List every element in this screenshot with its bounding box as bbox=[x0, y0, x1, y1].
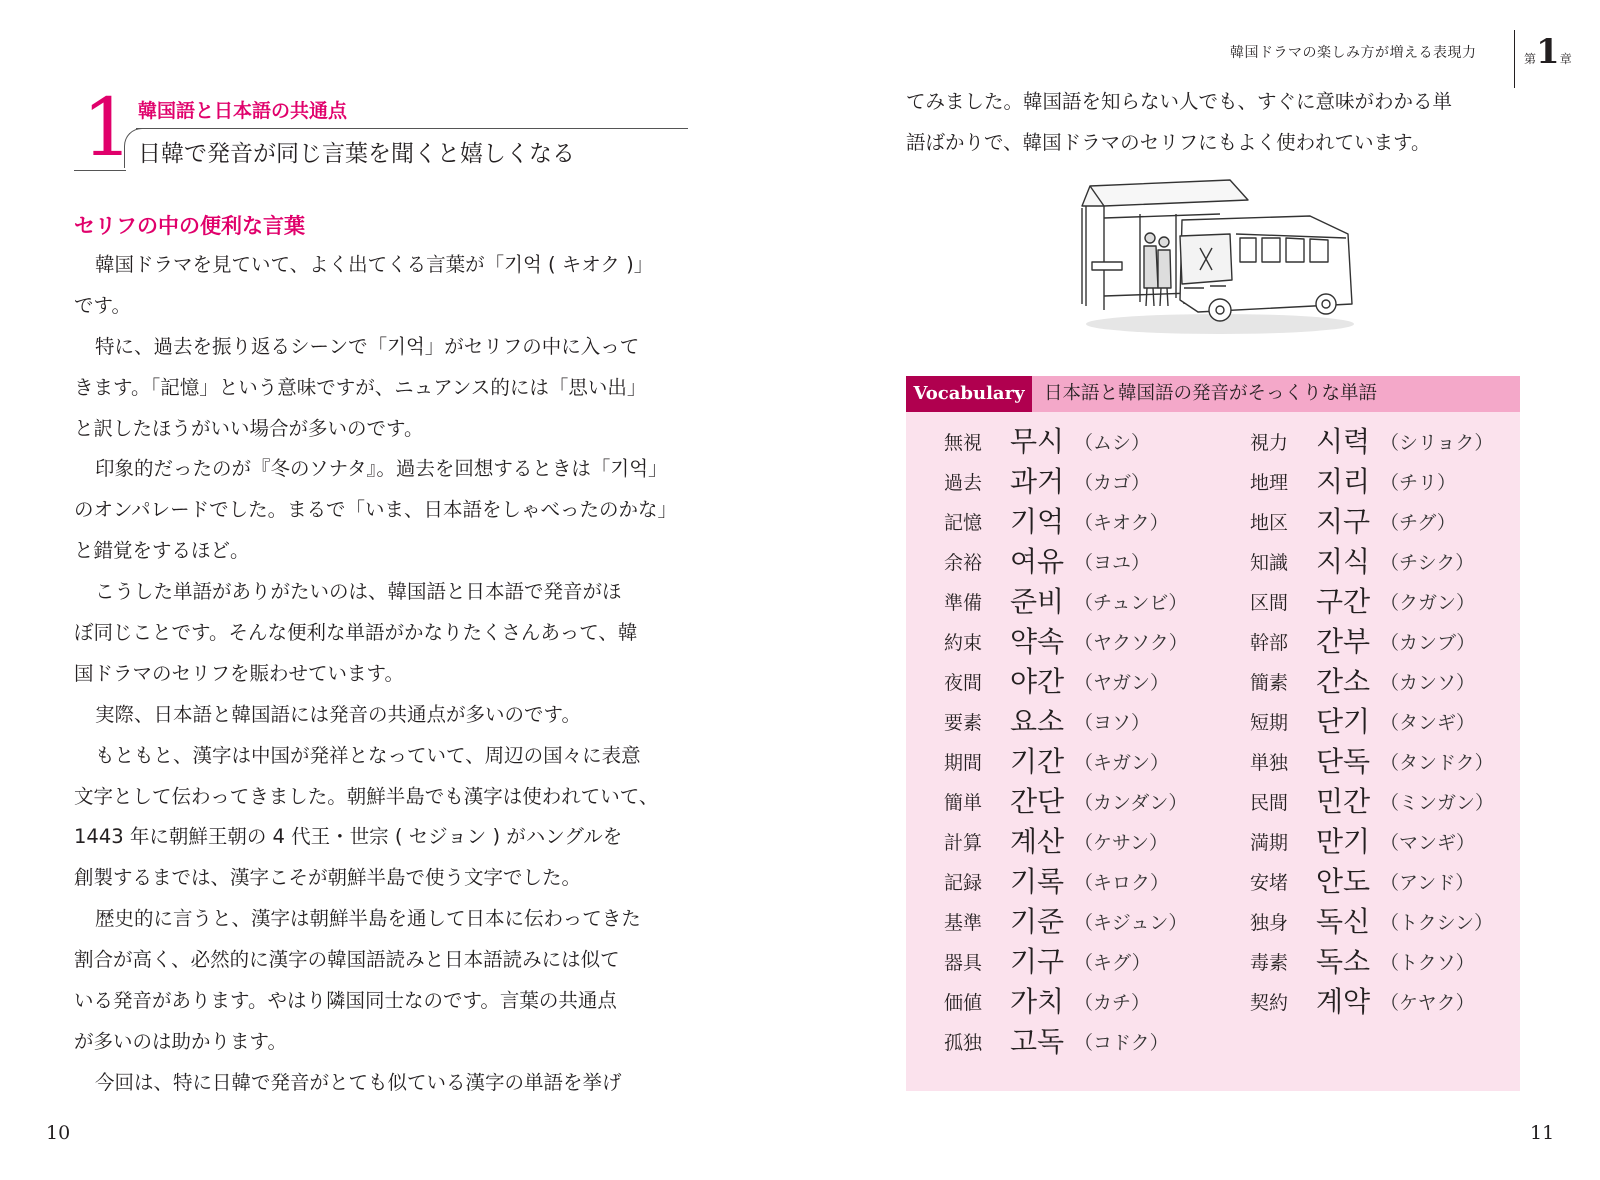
vocab-korean: 단독 bbox=[1316, 745, 1371, 778]
vocab-kanji: 区間 bbox=[1250, 592, 1289, 614]
vocab-korean: 간부 bbox=[1316, 625, 1371, 658]
body-line: てみました。韓国語を知らない人でも、すぐに意味がわかる単 bbox=[906, 90, 1453, 113]
vocabulary-title: 日本語と韓国語の発音がそっくりな単語 bbox=[1044, 383, 1378, 404]
section-rule-bottom bbox=[74, 170, 126, 171]
vocabulary-tag: Vocabulary bbox=[906, 376, 1032, 412]
vocab-reading: （カチ） bbox=[1074, 992, 1151, 1014]
chapter-prefix: 第 bbox=[1524, 52, 1537, 66]
vocab-kanji: 契約 bbox=[1250, 992, 1289, 1014]
vocab-korean: 지구 bbox=[1316, 505, 1371, 538]
vocab-reading: （トクシン） bbox=[1380, 912, 1494, 934]
vocab-reading: （カンブ） bbox=[1380, 632, 1476, 654]
vocab-reading: （ミンガン） bbox=[1380, 792, 1495, 814]
vocab-korean: 요소 bbox=[1010, 705, 1065, 738]
vocab-korean: 가치 bbox=[1010, 985, 1065, 1018]
vocab-reading: （ヨソ） bbox=[1074, 712, 1151, 734]
chapter-label bbox=[1524, 32, 1572, 72]
vocab-korean: 단기 bbox=[1316, 705, 1371, 738]
subheading: セリフの中の便利な言葉 bbox=[74, 214, 305, 238]
vocab-reading: （タンドク） bbox=[1380, 752, 1494, 774]
vocab-korean: 독소 bbox=[1316, 945, 1371, 978]
vocab-korean: 계약 bbox=[1316, 985, 1371, 1018]
body-line: です。 bbox=[74, 293, 131, 317]
body-line: 印象的だったのが『冬のソナタ』。過去を回想するときは「기억」 bbox=[95, 457, 668, 481]
vocab-reading: （キジュン） bbox=[1074, 912, 1188, 934]
chapter-number: 1 bbox=[1536, 32, 1560, 72]
vocab-reading: （カンソ） bbox=[1380, 672, 1476, 694]
vocab-kanji: 期間 bbox=[944, 752, 983, 774]
vocab-reading: （マンギ） bbox=[1380, 832, 1476, 854]
vocab-korean: 여유 bbox=[1010, 545, 1065, 578]
vocab-korean: 무시 bbox=[1010, 425, 1065, 458]
vocab-korean: 간소 bbox=[1316, 665, 1371, 698]
vocab-reading: （チリ） bbox=[1380, 472, 1457, 494]
vocab-reading: （タンギ） bbox=[1380, 712, 1476, 734]
vocab-kanji: 器具 bbox=[944, 952, 983, 974]
section-subtitle: 韓国語と日本語の共通点 bbox=[138, 100, 348, 122]
vocab-korean: 지식 bbox=[1316, 545, 1371, 578]
vocab-korean: 독신 bbox=[1316, 905, 1371, 938]
vocab-reading: （チュンビ） bbox=[1074, 592, 1188, 614]
body-line: 語ばかりで、韓国ドラマのセリフにもよく使われています。 bbox=[906, 130, 1431, 154]
vocab-korean: 만기 bbox=[1316, 825, 1371, 858]
vocab-reading: （キグ） bbox=[1074, 952, 1151, 974]
vocab-reading: （ヤガン） bbox=[1074, 672, 1170, 694]
body-line: 文字として伝わってきました。朝鮮半島でも漢字は使われていて、 bbox=[74, 784, 659, 808]
body-line: のオンパレードでした。まるで「いま、日本語をしゃべったのかな」 bbox=[74, 498, 677, 522]
vocab-kanji: 単独 bbox=[1250, 752, 1289, 774]
running-header-title: 韓国ドラマの楽しみ方が増える表現力 bbox=[1230, 45, 1477, 61]
vocab-kanji: 安堵 bbox=[1250, 872, 1289, 894]
running-header-divider bbox=[1514, 30, 1515, 88]
vocab-kanji: 独身 bbox=[1250, 912, 1289, 934]
vocab-kanji: 知識 bbox=[1250, 552, 1289, 574]
body-line: と訳したほうがいい場合が多いのです。 bbox=[74, 416, 424, 440]
body-line: 歴史的に言うと、漢字は朝鮮半島を通して日本に伝わってきた bbox=[95, 907, 641, 931]
vocab-kanji: 民間 bbox=[1250, 792, 1289, 814]
section-rule bbox=[136, 128, 688, 129]
vocab-kanji: 無視 bbox=[944, 432, 983, 454]
body-line: いる発音があります。やはり隣国同士なのです。言葉の共通点 bbox=[74, 989, 617, 1013]
body-line: ぼ同じことです。そんな便利な単語がかなりたくさんあって、韓 bbox=[74, 621, 638, 645]
vocab-kanji: 要素 bbox=[944, 712, 983, 734]
bus-stop-illustration bbox=[1080, 178, 1360, 338]
vocab-kanji: 簡素 bbox=[1250, 672, 1289, 694]
vocabulary-box bbox=[906, 376, 1520, 1091]
vocab-korean: 시력 bbox=[1316, 425, 1371, 458]
vocab-korean: 간단 bbox=[1010, 785, 1065, 818]
vocab-korean: 기구 bbox=[1010, 945, 1065, 978]
vocab-reading: （アンド） bbox=[1380, 872, 1475, 894]
vocab-kanji: 満期 bbox=[1250, 832, 1289, 854]
vocab-kanji: 簡単 bbox=[944, 792, 983, 814]
vocab-korean: 기간 bbox=[1010, 745, 1065, 778]
vocab-korean: 야간 bbox=[1010, 665, 1065, 698]
body-line: 割合が高く、必然的に漢字の韓国語読みと日本語読みには似て bbox=[74, 948, 620, 972]
vocab-korean: 과거 bbox=[1010, 465, 1065, 498]
vocab-kanji: 地理 bbox=[1250, 472, 1289, 494]
section-title: 日韓で発音が同じ言葉を聞くと嬉しくなる bbox=[138, 141, 575, 167]
vocab-kanji: 余裕 bbox=[944, 552, 983, 574]
vocab-kanji: 記録 bbox=[944, 872, 983, 894]
continued-text bbox=[906, 82, 1452, 164]
page-number-left: 10 bbox=[46, 1122, 71, 1144]
vocab-korean: 지리 bbox=[1316, 465, 1371, 498]
vocab-kanji: 孤独 bbox=[944, 1032, 983, 1054]
vocab-reading: （ケサン） bbox=[1074, 832, 1169, 854]
vocab-reading: （クガン） bbox=[1380, 592, 1476, 614]
vocab-reading: （カゴ） bbox=[1074, 472, 1151, 494]
vocab-reading: （チグ） bbox=[1380, 512, 1456, 534]
vocab-korean: 기록 bbox=[1010, 865, 1065, 898]
section-number: 1 bbox=[82, 81, 133, 174]
body-line: きます。「記憶」という意味ですが、ニュアンス的には「思い出」 bbox=[74, 375, 647, 399]
vocab-reading: （チシク） bbox=[1380, 552, 1475, 574]
vocab-reading: （ムシ） bbox=[1074, 432, 1151, 454]
body-line: 1443 年に朝鮮王朝の 4 代王・世宗 ( セジョン ) がハングルを bbox=[74, 825, 623, 849]
vocab-kanji: 約束 bbox=[944, 632, 983, 654]
vocab-reading: （トクソ） bbox=[1380, 952, 1475, 974]
vocab-kanji: 記憶 bbox=[944, 512, 983, 534]
vocab-korean: 계산 bbox=[1010, 825, 1065, 858]
body-text bbox=[74, 245, 694, 1104]
vocab-korean: 고독 bbox=[1010, 1025, 1065, 1058]
vocab-reading: （キオク） bbox=[1074, 512, 1169, 534]
body-line: 実際、日本語と韓国語には発音の共通点が多いのです。 bbox=[95, 702, 581, 726]
vocab-reading: （カンダン） bbox=[1074, 792, 1188, 814]
vocab-reading: （コドク） bbox=[1074, 1032, 1169, 1054]
vocab-reading: （ケヤク） bbox=[1380, 992, 1475, 1014]
vocab-kanji: 準備 bbox=[944, 592, 983, 614]
body-line: 今回は、特に日韓で発音がとても似ている漢字の単語を挙げ bbox=[95, 1070, 622, 1094]
vocab-kanji: 過去 bbox=[944, 472, 983, 494]
vocab-kanji: 幹部 bbox=[1250, 632, 1289, 654]
vocab-kanji: 地区 bbox=[1250, 512, 1289, 534]
body-line: 創製するまでは、漢字こそが朝鮮半島で使う文字でした。 bbox=[74, 866, 582, 890]
vocab-korean: 민간 bbox=[1316, 785, 1371, 818]
body-line: 特に、過去を振り返るシーンで「기억」がセリフの中に入って bbox=[95, 334, 640, 358]
body-line: 国ドラマのセリフを賑わせています。 bbox=[74, 661, 404, 685]
vocab-korean: 기억 bbox=[1010, 505, 1065, 538]
vocab-reading: （キロク） bbox=[1074, 872, 1170, 894]
vocab-reading: （キガン） bbox=[1074, 752, 1170, 774]
vocab-kanji: 価値 bbox=[944, 992, 983, 1014]
vocab-korean: 기준 bbox=[1010, 905, 1065, 938]
chapter-suffix: 章 bbox=[1559, 52, 1572, 66]
vocab-korean: 구간 bbox=[1316, 585, 1371, 618]
vocab-kanji: 短期 bbox=[1250, 712, 1289, 734]
vocab-reading: （シリョク） bbox=[1380, 432, 1494, 454]
vocab-reading: （ヨユ） bbox=[1074, 552, 1151, 574]
running-header bbox=[1230, 30, 1580, 70]
body-line: が多いのは助かります。 bbox=[74, 1029, 287, 1053]
vocab-kanji: 基準 bbox=[944, 912, 983, 934]
vocab-korean: 준비 bbox=[1010, 585, 1065, 618]
vocab-kanji: 夜間 bbox=[944, 672, 983, 694]
vocab-kanji: 計算 bbox=[944, 832, 983, 854]
body-line: 韓国ドラマを見ていて、よく出てくる言葉が「기억 ( キオク )」 bbox=[95, 253, 654, 276]
body-line: こうした単語がありがたいのは、韓国語と日本語で発音がほ bbox=[95, 580, 622, 604]
body-line: と錯覚をするほど。 bbox=[74, 539, 250, 563]
vocabulary-header bbox=[906, 376, 1520, 412]
page-number-right: 11 bbox=[1530, 1122, 1555, 1144]
body-line: もともと、漢字は中国が発祥となっていて、周辺の国々に表意 bbox=[95, 743, 641, 767]
vocab-reading: （ヤクソク） bbox=[1074, 632, 1188, 654]
vocab-korean: 안도 bbox=[1316, 865, 1371, 898]
vocab-kanji: 視力 bbox=[1250, 432, 1289, 454]
vocab-kanji: 毒素 bbox=[1250, 952, 1289, 974]
vocab-korean: 약속 bbox=[1010, 625, 1065, 658]
